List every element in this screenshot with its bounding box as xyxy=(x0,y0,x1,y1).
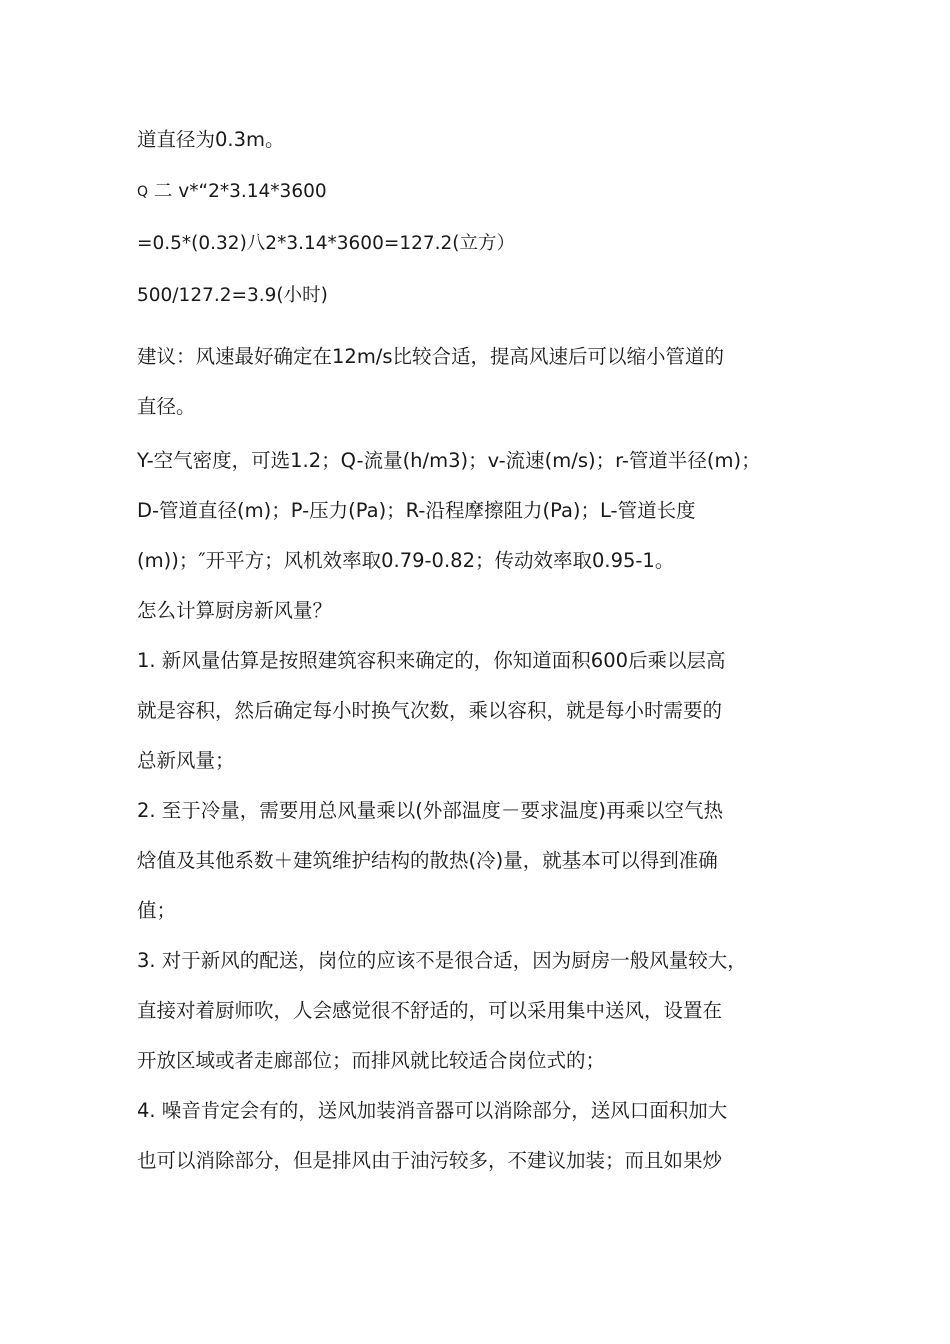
formula-line: 500/127.2=3.9(小时) xyxy=(137,285,328,306)
list-item-continuation: 也可以消除部分，但是排风由于油污较多，不建议加装；而且如果炒 xyxy=(137,1149,723,1172)
list-item-continuation: 开放区域或者走廊部位；而排风就比较适合岗位式的； xyxy=(137,1049,606,1072)
formula-line xyxy=(137,178,827,206)
list-item-continuation: 总新风量； xyxy=(137,749,235,772)
list-item: 3. 对于新风的配送，岗位的应该不是很合适，因为厨房一般风量较大， xyxy=(137,949,747,972)
text-line: D-管道直径(m)；P-压力(Pa)；R-沿程摩擦阻力(Pa)；L-管道长度 xyxy=(137,499,696,522)
document-body xyxy=(137,118,827,1175)
list-item: 2. 至于冷量，需要用总风量乘以(外部温度－要求温度)再乘以空气热 xyxy=(137,799,724,822)
text-line: 直径。 xyxy=(137,395,196,418)
text-line: 道直径为0.3m。 xyxy=(137,128,285,151)
list-item: 1. 新风量估算是按照建筑容积来确定的，你知道面积600后乘以层高 xyxy=(137,649,726,672)
list-item: 4. 噪音肯定会有的，送风加装消音器可以消除部分，送风口面积加大 xyxy=(137,1099,728,1122)
text-line: Y-空气密度，可选1.2；Q-流量(h/m3)；v-流速(m/s)；r-管道半径(m)； xyxy=(137,449,761,472)
list-item-continuation: 焓值及其他系数＋建筑维护结构的散热(冷)量，就基本可以得到准确 xyxy=(137,849,718,872)
formula-symbol: Q xyxy=(137,184,149,200)
text-line: (m))；″开平方；风机效率取0.79-0.82；传动效率取0.95-1。 xyxy=(137,549,675,572)
list-item-continuation: 就是容积，然后确定每小时换气次数，乘以容积，就是每小时需要的 xyxy=(137,699,723,722)
text-line: 建议：风速最好确定在12m/s比较合适，提高风速后可以缩小管道的 xyxy=(137,345,725,368)
formula-text: 二 v*“2*3.14*3600 xyxy=(153,181,327,202)
formula-line: =0.5*(0.32)八2*3.14*3600=127.2(立方） xyxy=(137,233,516,254)
list-item-continuation: 值； xyxy=(137,899,177,922)
list-item-continuation: 直接对着厨师吹，人会感觉很不舒适的，可以采用集中送风，设置在 xyxy=(137,999,723,1022)
section-heading: 怎么计算厨房新风量？ xyxy=(137,599,333,622)
